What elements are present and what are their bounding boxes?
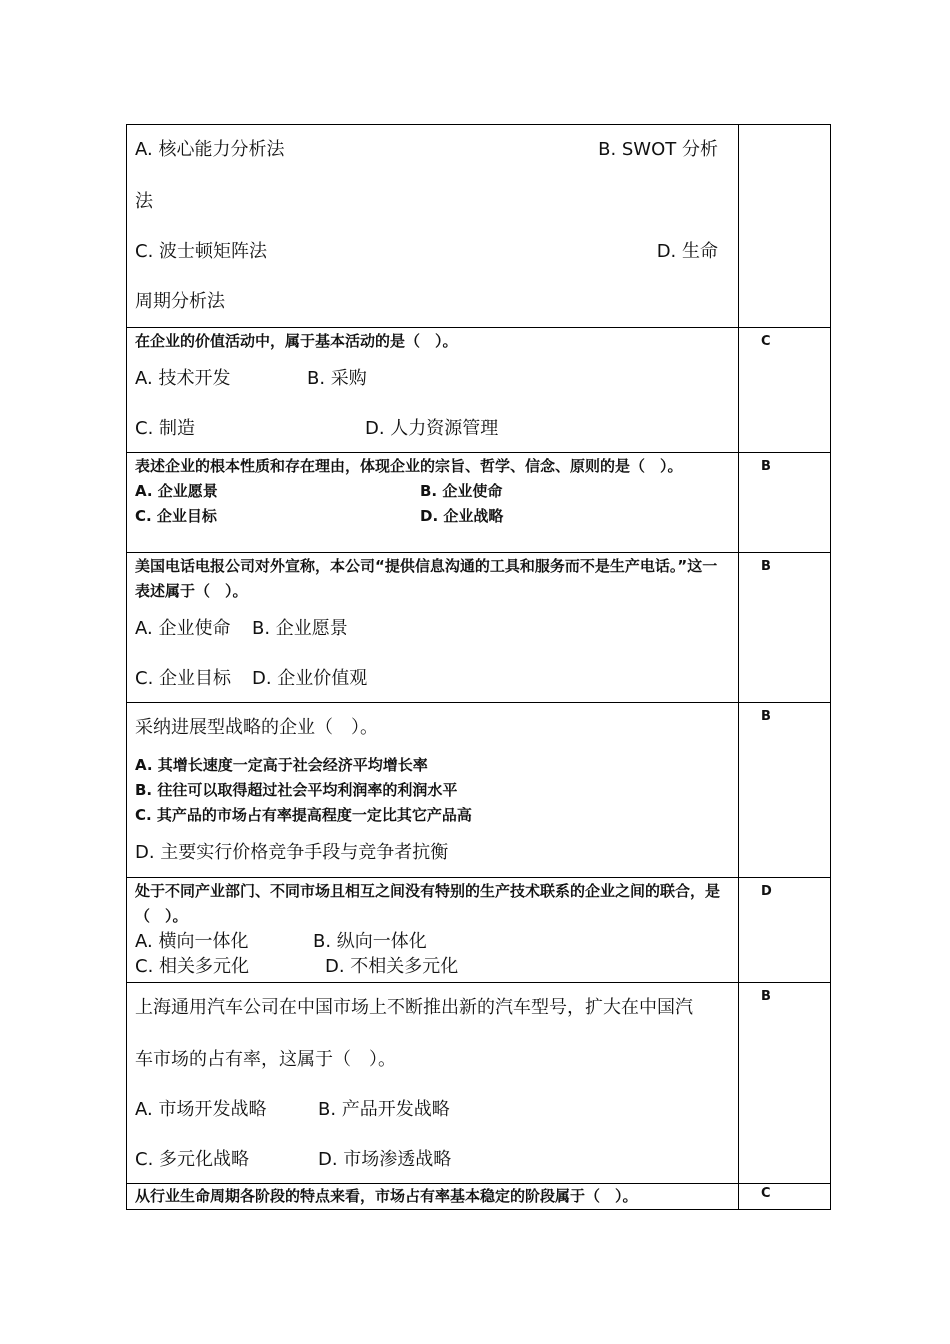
answer-cell: B [739,553,831,703]
question-text: 表述企业的根本性质和存在理由，体现企业的宗旨、哲学、信念、原则的是（ ）。 [135,457,683,475]
answer-cell: B [739,983,831,1184]
option-a: A. 企业愿景 [135,482,218,500]
option-b: B. 往往可以取得超过社会平均利润率的利润水平 [135,781,458,799]
option-c: C. 相关多元化 [135,956,250,977]
option-c: C. 企业目标 [135,668,232,689]
option-c: C. 多元化战略 [135,1149,250,1170]
option-a: A. 其增长速度一定高于社会经济平均增长率 [135,756,428,774]
option-b: B. 企业愿景 [252,618,348,639]
option-b: B. 企业使命 [420,482,503,500]
option-a: A. 核心能力分析法 [135,139,285,160]
answer-cell: C [739,1184,831,1210]
table-row [127,453,831,553]
question-cell [127,1184,739,1210]
option-d: D. 市场渗透战略 [318,1149,452,1170]
question-cell [127,553,739,703]
option-d: D. 人力资源管理 [365,418,499,439]
question-cell [127,983,739,1184]
question-text-line-1: 上海通用汽车公司在中国市场上不断推出新的汽车型号，扩大在中国汽 [135,997,693,1018]
answer-cell: C [739,328,831,453]
table-row [127,983,831,1184]
table-row [127,553,831,703]
option-a: A. 市场开发战略 [135,1099,267,1120]
question-cell [127,125,739,328]
option-b-continued: 法 [135,191,153,212]
question-cell [127,878,739,983]
answer-cell: D [739,878,831,983]
question-cell [127,328,739,453]
table-row [127,125,831,328]
option-a: A. 技术开发 [135,368,231,389]
option-c: C. 制造 [135,418,196,439]
question-table [126,124,831,1210]
question-text: 美国电话电报公司对外宣称，本公司“提供信息沟通的工具和服务而不是生产电话。”这一表述属于（ ）。 [135,557,718,600]
option-d-continued: 周期分析法 [135,291,225,312]
question-text: 从行业生命周期各阶段的特点来看，市场占有率基本稳定的阶段属于（ ）。 [135,1187,638,1205]
option-d: D. 不相关多元化 [325,956,459,977]
option-b: B. 产品开发战略 [318,1099,450,1120]
answer-cell: B [739,453,831,553]
table-row [127,1184,831,1210]
option-b: B. SWOT 分析 [598,139,718,160]
option-d: D. 企业价值观 [252,668,368,689]
answer-cell: B [739,703,831,878]
option-c: C. 波士顿矩阵法 [135,241,268,262]
answer-cell [739,125,831,328]
option-b: B. 纵向一体化 [313,931,427,952]
table-row [127,703,831,878]
option-c: C. 企业目标 [135,507,217,525]
option-a: A. 横向一体化 [135,931,249,952]
question-text-line-2: 车市场的占有率，这属于（ ）。 [135,1049,396,1070]
table-row [127,328,831,453]
table-row [127,878,831,983]
option-a: A. 企业使命 [135,618,231,639]
option-d: D. 企业战略 [420,507,504,525]
question-text: 处于不同产业部门、不同市场且相互之间没有特别的生产技术联系的企业之间的联合，是（ ）。 [135,882,721,925]
question-cell [127,703,739,878]
option-b: B. 采购 [307,368,367,389]
option-c: C. 其产品的市场占有率提高程度一定比其它产品高 [135,806,472,824]
option-d: D. 主要实行价格竞争手段与竞争者抗衡 [135,842,449,863]
option-d: D. 生命 [656,241,718,262]
question-text: 在企业的价值活动中，属于基本活动的是（ ）。 [135,332,458,350]
question-text: 采纳进展型战略的企业（ ）。 [135,717,378,738]
question-cell [127,453,739,553]
